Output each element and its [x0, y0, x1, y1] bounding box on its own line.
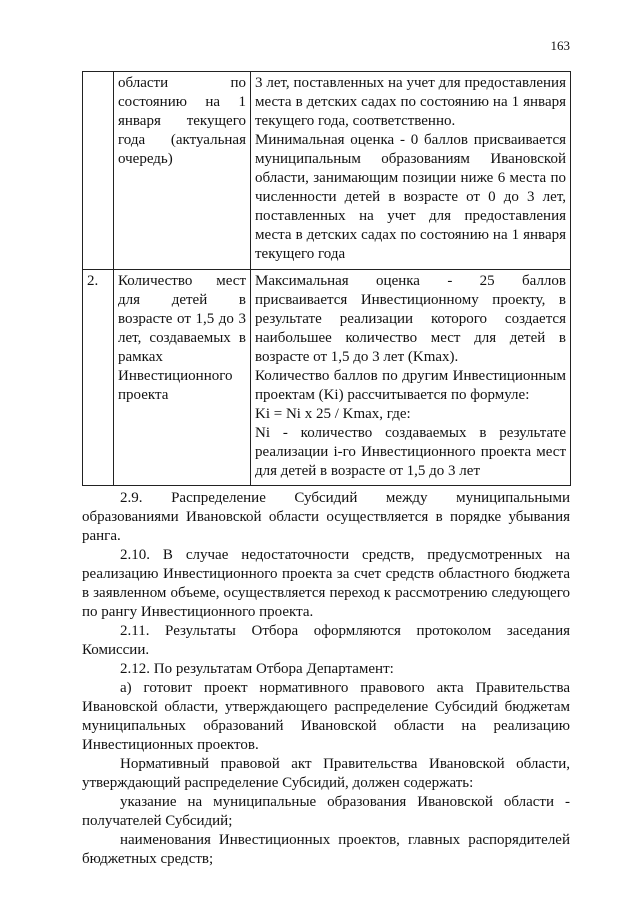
paragraph-2-10: 2.10. В случае недостаточности средств, предусмотренных на реализацию Инвестиционного проекта за счет средств областного бюджета в заявленном объеме, осуществляется переход к рассмотрению следующего по рангу Инвестиционного проекта.	[82, 547, 570, 620]
table-row	[83, 270, 571, 486]
paragraph-2-9: 2.9. Распределение Субсидий между муниципальными образованиями Ивановской области осуществляется в порядке убывания ранга.	[82, 490, 570, 544]
description-paragraph: Минимальная оценка - 0 баллов присваивается муниципальным образованиям Ивановской области, занимающим позиции ниже 6 места по численности детей в возрасте от 0 до 3 лет, поставленных на учет для предоставления места в детских садах по состоянию на 1 января текущего года	[255, 132, 566, 262]
criterion-description-cell	[251, 270, 571, 486]
row-number-cell: 2.	[83, 270, 114, 486]
description-paragraph: Ni - количество создаваемых в результате реализации i-го Инвестиционного проекта мест для детей в возрасте от 1,5 до 3 лет	[255, 425, 566, 479]
paragraph-2-12-a: а) готовит проект нормативного правового акта Правительства Ивановской области, утверждающего распределение Субсидий бюджетам муниципальных образований Ивановской области на реализацию Инвестиционных проектов.	[82, 680, 570, 753]
description-paragraph: Количество баллов по другим Инвестиционным проектам (Ki) рассчитывается по формуле:	[255, 368, 566, 403]
criterion-name-cell: Количество мест для детей в возрасте от 1,5 до 3 лет, создаваемых в рамках Инвестиционного проекта	[114, 270, 251, 486]
table-row	[83, 72, 571, 270]
paragraph-legal-act: Нормативный правовой акт Правительства Ивановской области, утверждающий распределение Субсидий, должен содержать:	[82, 756, 570, 791]
paragraph-recipients: указание на муниципальные образования Ивановской области - получателей Субсидий;	[82, 794, 570, 829]
paragraph-project-names: наименования Инвестиционных проектов, главных распорядителей бюджетных средств;	[82, 832, 570, 867]
criterion-description-cell	[251, 72, 571, 270]
page-number: 163	[550, 38, 570, 53]
paragraph-2-12: 2.12. По результатам Отбора Департамент:	[120, 661, 394, 677]
description-paragraph: Максимальная оценка - 25 баллов присваивается Инвестиционному проекту, в результате реализации которого создается наибольшее количество мест для детей в возрасте от 1,5 до 3 лет (Kmax).	[255, 273, 566, 365]
criteria-table	[82, 71, 571, 486]
paragraph-2-11: 2.11. Результаты Отбора оформляются протоколом заседания Комиссии.	[82, 623, 570, 658]
criterion-name-cell: области по состоянию на 1 января текущего года (актуальная очередь)	[114, 72, 251, 270]
description-paragraph: 3 лет, поставленных на учет для предоставления места в детских садах по состоянию на 1 января текущего года, соответственно.	[255, 75, 566, 129]
formula-line: Ki = Ni x 25 / Kmax, где:	[255, 406, 411, 422]
row-number-cell	[83, 72, 114, 270]
document-body	[82, 489, 570, 869]
